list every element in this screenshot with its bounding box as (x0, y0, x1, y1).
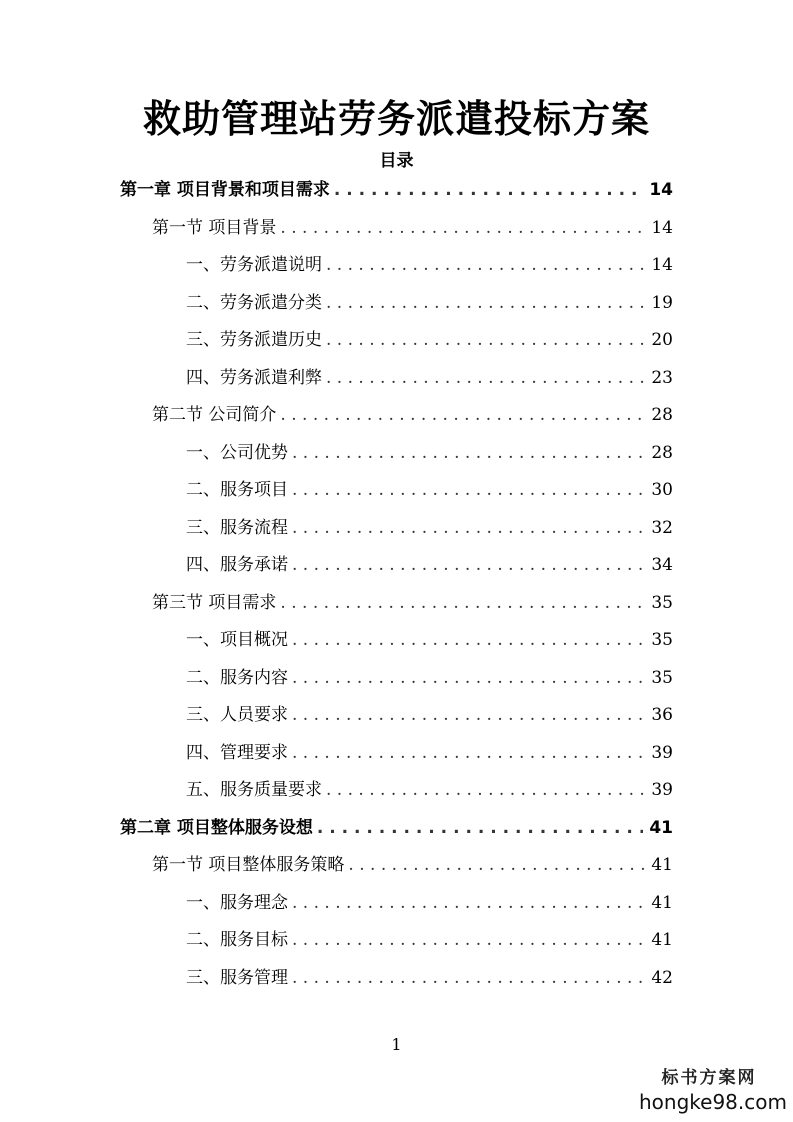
toc-entry-title: 第一节 项目背景 (152, 217, 277, 238)
toc-leader-dots (326, 293, 645, 313)
toc-leader-dots (292, 968, 645, 988)
toc-entry-page: 35 (651, 630, 673, 650)
toc-entry-title: 二、服务内容 (186, 667, 288, 688)
toc-entry-title: 三、服务管理 (186, 967, 288, 988)
toc-entry[interactable] (186, 888, 673, 924)
toc-entry-page: 42 (651, 967, 673, 988)
toc-entry-page: 35 (651, 592, 673, 613)
toc-entry[interactable] (186, 925, 673, 961)
toc-leader-dots (326, 368, 645, 388)
toc-entry-title: 四、服务承诺 (186, 555, 288, 575)
toc-leader-dots (292, 705, 645, 725)
toc-entry-title: 三、劳务派遣历史 (186, 330, 322, 350)
toc-entry[interactable] (152, 400, 673, 436)
toc-entry-title: 一、公司优势 (186, 442, 288, 463)
toc-entry-title: 三、人员要求 (186, 705, 288, 725)
toc-entry[interactable] (186, 700, 673, 736)
toc-leader-dots (326, 330, 645, 350)
toc-entry[interactable] (186, 513, 673, 549)
toc-entry-page: 41 (651, 930, 673, 950)
toc-leader-dots (292, 743, 645, 763)
toc-entry-title: 第二节 公司简介 (152, 405, 277, 425)
toc-entry[interactable] (152, 213, 673, 249)
toc-leader-dots (280, 218, 645, 238)
toc-leader-dots (292, 668, 645, 688)
toc-entry-page: 14 (651, 217, 673, 238)
toc-entry-page: 34 (651, 555, 673, 575)
toc-entry-page: 39 (651, 742, 673, 763)
toc-leader-dots (292, 480, 645, 500)
toc-leader-dots (292, 518, 645, 538)
toc-leader-dots (326, 780, 645, 800)
toc-entry-page: 14 (651, 255, 673, 275)
toc-entry-page: 28 (651, 405, 673, 425)
toc-leader-dots (317, 818, 643, 838)
toc-entry[interactable] (152, 588, 673, 624)
toc-entry[interactable] (186, 625, 673, 661)
toc-entry[interactable] (120, 813, 673, 849)
toc-entry[interactable] (186, 550, 673, 586)
toc-leader-dots (292, 630, 645, 650)
toc-entry-title: 一、项目概况 (186, 630, 288, 650)
toc-leader-dots (348, 855, 645, 875)
toc-entry-page: 30 (651, 480, 673, 500)
toc-entry-title: 第一节 项目整体服务策略 (152, 855, 345, 875)
watermark-url: hongke98.com (639, 1090, 787, 1114)
toc-entry-title: 五、服务质量要求 (186, 780, 322, 800)
toc-heading: 目录 (379, 151, 414, 171)
toc-entry[interactable] (186, 325, 673, 361)
toc-entry-title: 一、劳务派遣说明 (186, 255, 322, 275)
document-title: 救助管理站劳务派遣投标方案 (142, 97, 650, 141)
toc-entry-page: 23 (651, 367, 673, 388)
toc-entry-page: 36 (651, 705, 673, 725)
toc-entry-title: 四、劳务派遣利弊 (186, 367, 322, 388)
toc-leader-dots (292, 555, 645, 575)
toc-entry-title: 四、管理要求 (186, 742, 288, 763)
toc-entry-title: 第三节 项目需求 (152, 592, 277, 613)
toc-entry-page: 35 (651, 667, 673, 688)
toc-entry-title: 二、服务目标 (186, 930, 288, 950)
toc-leader-dots (280, 593, 645, 613)
toc-leader-dots (334, 180, 643, 200)
toc-entry[interactable] (186, 738, 673, 774)
toc-leader-dots (292, 443, 645, 463)
toc-entry[interactable] (186, 288, 673, 324)
toc-leader-dots (280, 405, 645, 425)
toc-entry[interactable] (152, 850, 673, 886)
toc-entry[interactable] (186, 363, 673, 399)
toc-entry-page: 41 (649, 817, 673, 838)
toc-entry[interactable] (186, 250, 673, 286)
toc-leader-dots (326, 255, 645, 275)
toc-leader-dots (292, 930, 645, 950)
watermark (639, 1063, 787, 1114)
toc-entry-page: 28 (651, 442, 673, 463)
toc-entry-title: 二、服务项目 (186, 480, 288, 500)
toc-entry[interactable] (186, 438, 673, 474)
toc-entry-title: 第二章 项目整体服务设想 (120, 817, 313, 838)
toc-entry-page: 41 (651, 855, 673, 875)
toc-entry-page: 41 (651, 892, 673, 913)
toc-entry[interactable] (186, 775, 673, 811)
toc-entry-page: 20 (651, 330, 673, 350)
watermark-name: 标书方案网 (661, 1068, 757, 1088)
toc-entry-page: 39 (651, 780, 673, 800)
toc-entry[interactable] (186, 663, 673, 699)
toc-entry[interactable] (120, 175, 673, 211)
toc-entry-page: 19 (651, 292, 673, 313)
toc-entry-title: 一、服务理念 (186, 892, 288, 913)
toc-entry-title: 二、劳务派遣分类 (186, 292, 322, 313)
toc-entry-page: 32 (651, 517, 673, 538)
page-number: 1 (391, 1035, 402, 1054)
toc-leader-dots (292, 893, 645, 913)
toc-entry[interactable] (186, 475, 673, 511)
toc-entry-page: 14 (649, 180, 673, 200)
toc-entry-title: 第一章 项目背景和项目需求 (120, 180, 330, 200)
toc-entry-title: 三、服务流程 (186, 517, 288, 538)
toc-entry[interactable] (186, 963, 673, 999)
